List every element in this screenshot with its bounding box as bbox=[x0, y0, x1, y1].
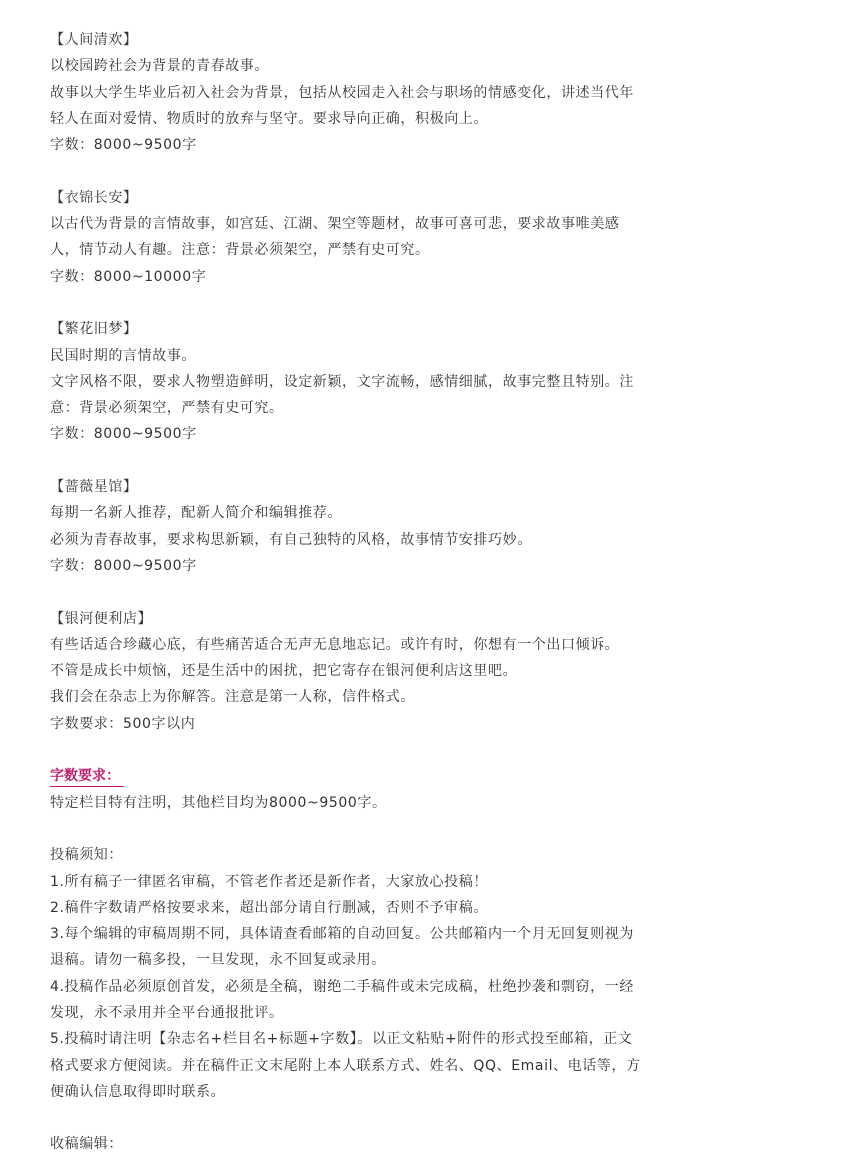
spacer bbox=[50, 737, 710, 763]
editors-heading: 收稿编辑： bbox=[50, 1136, 123, 1153]
column-title: 【繁花旧梦】 bbox=[50, 321, 138, 338]
spacer bbox=[50, 448, 710, 474]
notice-line: 便确认信息取得即时联系。 bbox=[50, 1083, 226, 1100]
column-section bbox=[50, 316, 710, 447]
word-count-heading: 字数要求： bbox=[50, 766, 124, 787]
column-line: 轻人在面对爱情、物质时的放弃与坚守。要求导向正确，积极向上。 bbox=[50, 110, 488, 127]
submission-notice bbox=[50, 842, 710, 1105]
column-title: 【银河便利店】 bbox=[50, 610, 153, 627]
column-line: 有些话适合珍藏心底，有些痛苦适合无声无息地忘记。或许有时，你想有一个出口倾诉。 bbox=[50, 636, 620, 653]
spacer bbox=[50, 579, 710, 605]
column-line: 意：背景必须架空，严禁有史可究。 bbox=[50, 400, 284, 417]
notice-heading: 投稿须知： bbox=[50, 847, 123, 864]
notice-line: 2.稿件字数请严格按要求来，超出部分请自行删减，否则不予审稿。 bbox=[50, 899, 488, 916]
column-title: 【衣锦长安】 bbox=[50, 189, 138, 206]
column-line: 以校园跨社会为背景的青春故事。 bbox=[50, 58, 269, 75]
column-word-count: 字数：8000~9500字 bbox=[50, 557, 197, 574]
notice-line: 1.所有稿子一律匿名审稿，不管老作者还是新作者，大家放心投稿！ bbox=[50, 873, 488, 890]
notice-line: 5.投稿时请注明【杂志名+栏目名+标题+字数】。以正文粘贴+附件的形式投至邮箱，正文 bbox=[50, 1031, 633, 1048]
notice-line: 格式要求方便阅读。并在稿件正文末尾附上本人联系方式、姓名、QQ、Email、电话等，方 bbox=[50, 1057, 641, 1074]
column-word-count: 字数：8000~9500字 bbox=[50, 426, 197, 443]
column-word-count: 字数：8000~9500字 bbox=[50, 137, 197, 154]
column-title: 【蔷薇星馆】 bbox=[50, 479, 138, 496]
column-word-count: 字数要求：500字以内 bbox=[50, 715, 196, 732]
column-section bbox=[50, 27, 710, 158]
column-line: 故事以大学生毕业后初入社会为背景，包括从校园走入社会与职场的情感变化，讲述当代年 bbox=[50, 84, 634, 101]
column-line: 每期一名新人推荐，配新人简介和编辑推荐。 bbox=[50, 505, 342, 522]
column-line: 以古代为背景的言情故事，如宫廷、江湖、架空等题材，故事可喜可悲，要求故事唯美感 bbox=[50, 216, 620, 233]
notice-line: 4.投稿作品必须原创首发，必须是全稿，谢绝二手稿件或未完成稿，杜绝抄袭和剽窃，一经 bbox=[50, 978, 634, 995]
notice-line: 3.每个编辑的审稿周期不同，具体请查看邮箱的自动回复。公共邮箱内一个月无回复则视为 bbox=[50, 926, 634, 943]
column-line: 必须为青春故事，要求构思新颖，有自己独特的风格，故事情节安排巧妙。 bbox=[50, 531, 532, 548]
column-word-count: 字数：8000~10000字 bbox=[50, 268, 207, 285]
column-line: 不管是成长中烦恼，还是生活中的困扰，把它寄存在银河便利店这里吧。 bbox=[50, 663, 518, 680]
spacer bbox=[50, 1105, 710, 1131]
spacer bbox=[50, 158, 710, 184]
column-line: 我们会在杂志上为你解答。注意是第一人称，信件格式。 bbox=[50, 689, 415, 706]
notice-line: 退稿。请勿一稿多投，一旦发现，永不回复或录用。 bbox=[50, 952, 386, 969]
column-section bbox=[50, 474, 710, 579]
column-line: 人，情节动人有趣。注意：背景必须架空，严禁有史可究。 bbox=[50, 242, 430, 259]
column-section bbox=[50, 606, 710, 737]
column-line: 文字风格不限，要求人物塑造鲜明，设定新颖，文字流畅，感情细腻，故事完整且特别。注 bbox=[50, 373, 634, 390]
spacer bbox=[50, 290, 710, 316]
word-count-text: 特定栏目特有注明，其他栏目均为8000~9500字。 bbox=[50, 794, 387, 811]
word-count-heading-row bbox=[50, 763, 710, 789]
column-section bbox=[50, 185, 710, 290]
notice-line: 发现，永不录用并全平台通报批评。 bbox=[50, 1004, 284, 1021]
column-title: 【人间清欢】 bbox=[50, 32, 138, 48]
column-line: 民国时期的言情故事。 bbox=[50, 347, 196, 364]
spacer bbox=[50, 816, 710, 842]
